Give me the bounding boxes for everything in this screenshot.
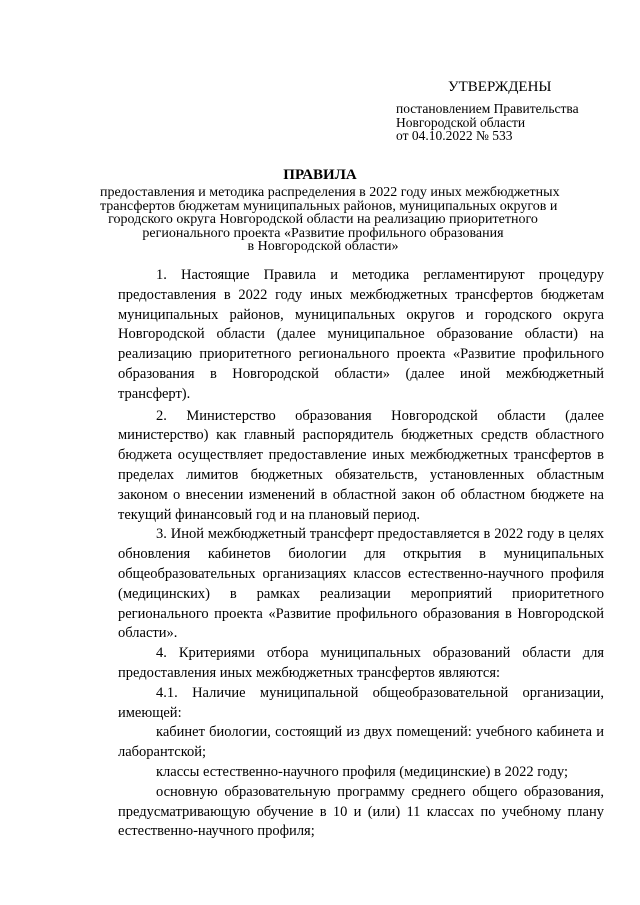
paragraph-line: муниципальных районов, муниципальных округов и городского округа <box>118 306 604 323</box>
paragraph-line: предоставления в 2022 году иных межбюджетных трансфертов бюджетам <box>118 286 604 303</box>
paragraph-line: 4. Критериями отбора муниципальных образований области для <box>156 645 604 662</box>
paragraph <box>118 644 604 684</box>
paragraph-line: лаборантской; <box>118 744 207 761</box>
paragraph-line: Новгородской области (далее муниципальное образование области) на <box>118 326 604 343</box>
paragraph-line: регионального проекта «Развитие профильного образования в Новгородской <box>118 605 604 622</box>
paragraph-line: 1. Настоящие Правила и методика регламентируют процедуру <box>156 267 604 283</box>
paragraph-line: имеющей: <box>118 704 182 721</box>
approval-block <box>396 78 626 143</box>
paragraph-line: пределах лимитов бюджетных обязательств, установленных областным <box>118 466 604 483</box>
paragraph-line: естественно-научного профиля; <box>118 823 315 840</box>
paragraph <box>118 407 604 526</box>
paragraph <box>118 684 604 724</box>
paragraph-line: 3. Иной межбюджетный трансферт предоставляется в 2022 году в целях <box>156 526 604 543</box>
approval-line: постановлением Правительства <box>396 101 579 116</box>
paragraph-line: общеобразовательных организациях классов естественно-научного профиля <box>118 565 604 582</box>
paragraph <box>118 783 604 842</box>
subtitle-line: предоставления и методика распределения в 2022 году иных межбюджетных <box>100 185 560 200</box>
paragraph-line: предоставления иных межбюджетных трансфертов являются: <box>118 664 501 681</box>
paragraph-line: министерство) как главный распорядитель бюджетных средств областного <box>118 427 604 444</box>
paragraph-line: 4.1. Наличие муниципальной общеобразовательной организации, <box>156 684 604 701</box>
paragraph-line: (медицинских) в рамках реализации мероприятий приоритетного <box>118 585 604 602</box>
paragraph <box>118 266 604 405</box>
paragraph-line: трансферт). <box>118 385 191 402</box>
paragraph-line: предусматривающую обучение в 10 и (или) 11 классах по учебному плану <box>118 803 604 820</box>
paragraph <box>118 763 604 783</box>
paragraph-line: классы естественно-научного профиля (медицинские) в 2022 году; <box>156 763 569 780</box>
paragraph-line: обновления кабинетов биологии для открытия в муниципальных <box>118 546 604 563</box>
approval-line: от 04.10.2022 № 533 <box>396 128 513 143</box>
paragraph-line: области». <box>118 625 178 642</box>
subtitle-line: в Новгородской области» <box>247 239 399 254</box>
paragraph-line: реализацию приоритетного регионального проекта «Развитие профильного <box>118 346 604 363</box>
paragraph-line: кабинет биологии, состоящий из двух помещений: учебного кабинета и <box>156 724 604 741</box>
paragraph <box>118 525 604 644</box>
subtitle-line: трансфертов бюджетам муниципальных районов, муниципальных округов и <box>100 198 558 214</box>
document-body <box>118 266 604 842</box>
approval-line: Новгородской области <box>396 114 526 130</box>
approval-heading: УТВЕРЖДЕНЫ <box>448 79 552 95</box>
paragraph-line: 2. Министерство образования Новгородской области (далее <box>156 407 604 424</box>
paragraph-line: образования в Новгородской области» (далее иной межбюджетный <box>118 365 604 382</box>
paragraph-line: законом о внесении изменений в областной закон об областном бюджете на <box>118 486 604 503</box>
paragraph-line: основную образовательную программу среднего общего образования, <box>156 783 604 800</box>
paragraph-line: бюджета осуществляет предоставление иных межбюджетных трансфертов в <box>118 447 604 464</box>
paragraph-line: текущий финансовый год и на плановый период. <box>118 506 421 523</box>
document-title: ПРАВИЛА <box>283 167 357 183</box>
subtitle-line: городского округа Новгородской области на реализацию приоритетного <box>108 212 538 227</box>
document-subtitle <box>100 185 560 254</box>
paragraph <box>118 723 604 763</box>
subtitle-line: регионального проекта «Развитие профильного образования <box>142 225 504 241</box>
